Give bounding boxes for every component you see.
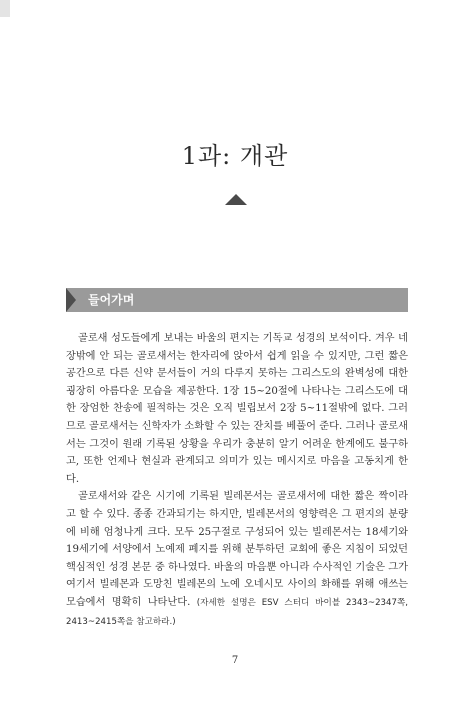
section-heading: 들어가며 [88,293,135,307]
paragraph-2 [66,488,408,631]
body-text [66,330,408,631]
title-triangle-ornament [225,194,247,205]
reference-note: (자세한 설명은 ESV 스터디 바이블 2343~2347쪽, 2413~2415쪽을 참고하라.) [66,597,408,627]
section-banner [66,288,408,312]
page-corner-tab [0,0,10,17]
paragraph-1: 골로새 성도들에게 보내는 바울의 편지는 기독교 성경의 보석이다. 겨우 네 장밖에 안 되는 골로새서는 한자리에 앉아서 쉽게 읽을 수 있지만, 그런 짧은 공간으로 다른 신약 문서들이 거의 다루지 못하는 그리스도의 완벽성에 대한 굉장히 아름다운 모습을 제공한다. 1장 15~20절에 나타나는 그리스도에 대한 장엄한 찬송에 필적하는 것은 오직 빌립보서 2장 5~11절밖에 없다. 그러므로 골로새서는 신학자가 소화할 수 있는 잔치를 베풀어 준다. 그러나 골로새서는 그것이 원래 기록된 상황을 우리가 충분히 알기 어려운 한계에도 불구하고, 또한 언제나 현실과 관계되고 의미가 있는 메시지로 마음을 고동치게 한다. [66,333,408,485]
banner-arrow-icon [66,288,76,312]
paragraph-2-text: 골로새서와 같은 시기에 기록된 빌레몬서는 골로새서에 대한 짧은 짝이라고 할 수 있다. 종종 간과되기는 하지만, 빌레몬서의 영향력은 그 편지의 분량에 비해 엄청나게 크다. 모두 25구절로 구성되어 있는 빌레몬서는 18세기와 19세기에 서양에서 노예제 폐지를 위해 분투하던 교회에 좋은 지침이 되었던 핵심적인 성경 본문 중 하나였다. 바울의 마음뿐 아니라 수사적인 기술은 그가 여기서 빌레몬과 도망친 빌레몬의 노예 오네시모 사이의 화해를 위해 애쓰는 모습에서 명확히 나타난다. [66,491,408,608]
page-number: 7 [231,655,239,666]
chapter-title: 1과: 개관 [181,142,289,170]
